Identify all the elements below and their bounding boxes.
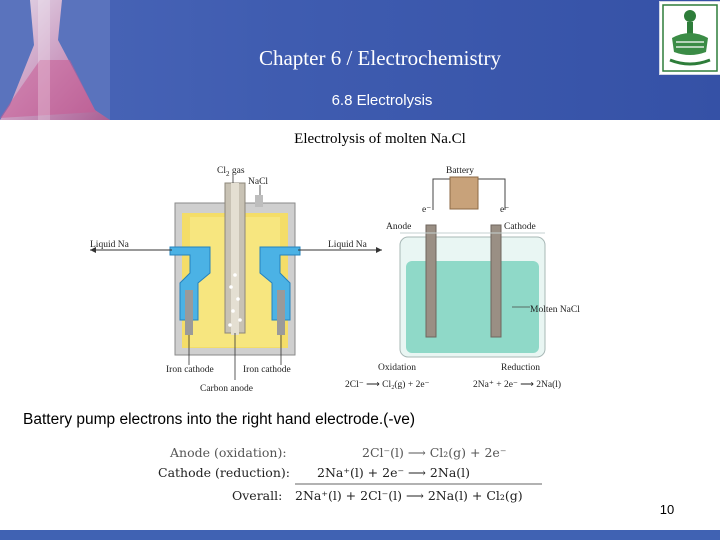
page-number: 10 bbox=[659, 502, 675, 517]
footer-bar bbox=[0, 530, 720, 540]
slide-header bbox=[0, 0, 720, 120]
slide-subtitle: 6.8 Electrolysis bbox=[331, 92, 433, 109]
cathode-label: Cathode bbox=[504, 222, 536, 232]
caption-text: Battery pump electrons into the right hand electrode.(-ve) bbox=[23, 411, 416, 428]
anode-reaction: 2Cl⁻(l) ⟶ Cl₂(g) + 2e⁻ bbox=[362, 445, 507, 460]
cathode-reaction: 2Na⁺(l) + 2e⁻ ⟶ 2Na(l) bbox=[317, 465, 471, 480]
carbon-anode-label: Carbon anode bbox=[200, 384, 254, 394]
liquid-na-left-label: Liquid Na bbox=[90, 240, 129, 250]
cl2-gas-label: $Cl_2$ gas bbox=[217, 166, 245, 178]
nacl-label: NaCl bbox=[248, 177, 269, 187]
iron-cathode-right-label: Iron cathode bbox=[243, 365, 291, 375]
cathode-reduction-label: Cathode (reduction): bbox=[158, 465, 290, 480]
overall-label: Overall: bbox=[232, 488, 283, 503]
electron-left-label: e⁻ bbox=[422, 205, 432, 215]
molten-nacl-label: Molten NaCl bbox=[530, 305, 580, 315]
oxidation-label: Oxidation bbox=[378, 363, 416, 373]
electron-right-label: e⁻ bbox=[500, 205, 510, 215]
university-logo bbox=[659, 1, 720, 75]
oxidation-equation: 2Cl⁻ ⟶ Cl₂(g) + 2e⁻ bbox=[345, 380, 430, 390]
anode-oxidation-label: Anode (oxidation): bbox=[170, 445, 287, 460]
overall-reaction: 2Na⁺(l) + 2Cl⁻(l) ⟶ 2Na(l) + Cl₂(g) bbox=[295, 488, 523, 503]
half-reactions-table bbox=[150, 443, 570, 505]
reduction-label: Reduction bbox=[501, 363, 541, 373]
molten-cell-diagram bbox=[90, 175, 382, 380]
liquid-na-right-label: Liquid Na bbox=[328, 240, 367, 250]
flask-image bbox=[0, 0, 110, 120]
iron-cathode-left-label: Iron cathode bbox=[166, 365, 214, 375]
battery-label: Battery bbox=[446, 166, 474, 176]
slide-title: Chapter 6 / Electrochemistry bbox=[258, 46, 501, 70]
anode-label: Anode bbox=[386, 222, 412, 232]
beaker-cell-diagram bbox=[400, 177, 545, 357]
electrolysis-figure bbox=[90, 155, 610, 395]
section-title: Electrolysis of molten Na.Cl bbox=[294, 131, 466, 147]
reduction-equation: 2Na⁺ + 2e⁻ ⟶ 2Na(l) bbox=[473, 380, 562, 390]
